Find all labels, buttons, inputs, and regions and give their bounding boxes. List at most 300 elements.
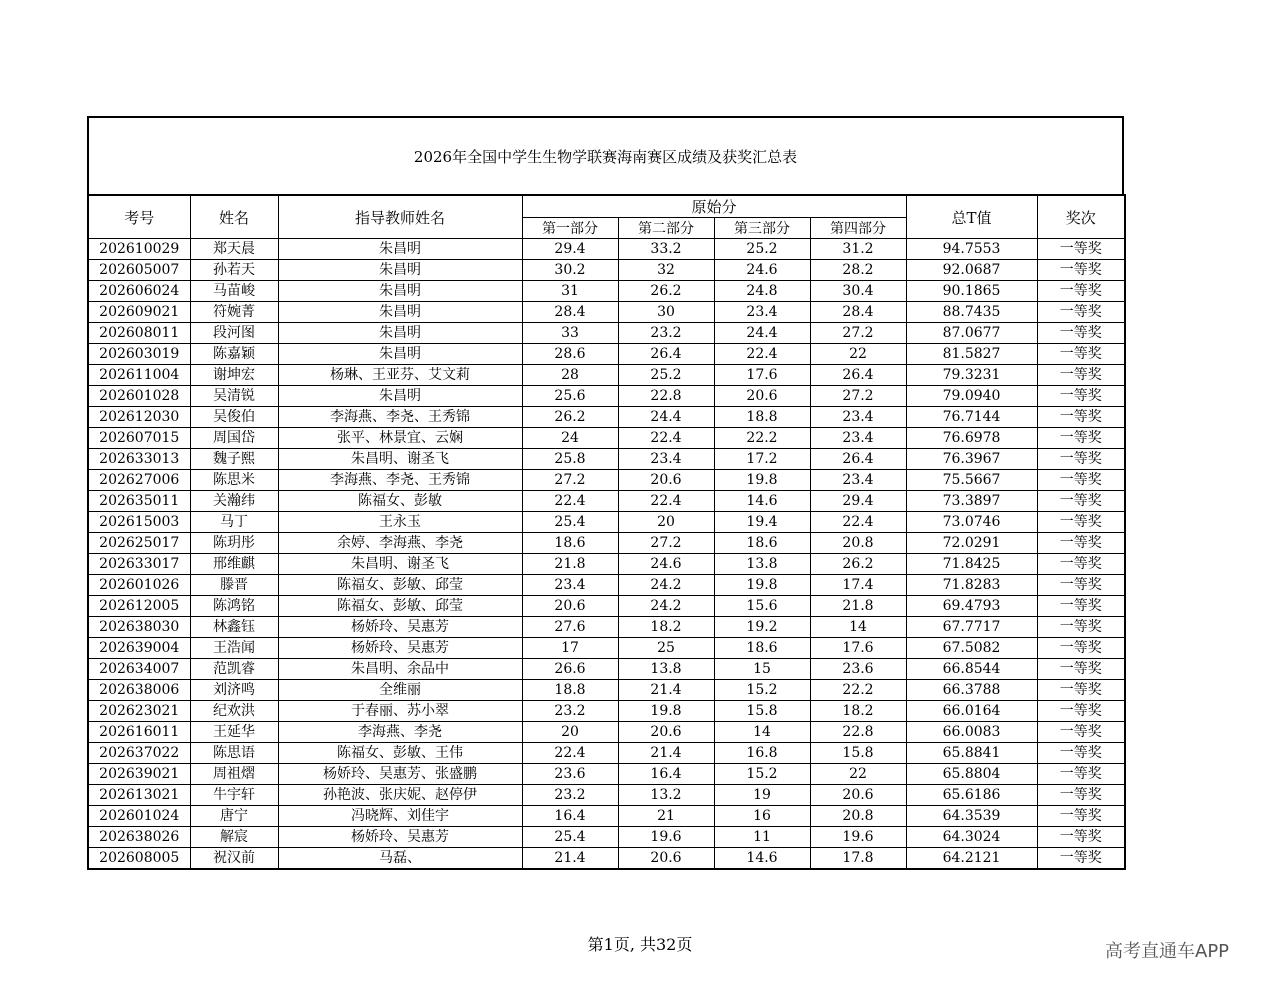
cell-student-name: 段河图 xyxy=(190,323,278,344)
cell-student-name: 马丁 xyxy=(190,512,278,533)
header-part4: 第四部分 xyxy=(810,218,906,239)
cell-total-t: 75.5667 xyxy=(906,470,1037,491)
cell-teacher: 张平、林景宜、云娴 xyxy=(278,428,522,449)
cell-part3: 22.2 xyxy=(714,428,810,449)
cell-part4: 26.4 xyxy=(810,449,906,470)
cell-total-t: 76.3967 xyxy=(906,449,1037,470)
table-row xyxy=(88,533,1125,554)
table-row xyxy=(88,764,1125,785)
cell-part2: 26.2 xyxy=(618,281,714,302)
cell-part2: 24.2 xyxy=(618,596,714,617)
table-row xyxy=(88,638,1125,659)
cell-total-t: 69.4793 xyxy=(906,596,1037,617)
cell-part2: 27.2 xyxy=(618,533,714,554)
cell-total-t: 79.0940 xyxy=(906,386,1037,407)
cell-student-name: 陈嘉颖 xyxy=(190,344,278,365)
cell-teacher: 朱昌明 xyxy=(278,386,522,407)
table-row xyxy=(88,743,1125,764)
cell-student-name: 陈玥彤 xyxy=(190,533,278,554)
table-row xyxy=(88,680,1125,701)
cell-part2: 25 xyxy=(618,638,714,659)
cell-student-name: 陈思语 xyxy=(190,743,278,764)
cell-part3: 18.6 xyxy=(714,533,810,554)
cell-award: 一等奖 xyxy=(1037,722,1125,743)
cell-teacher: 杨娇玲、吴惠芳、张盛鹏 xyxy=(278,764,522,785)
cell-teacher: 李海燕、李尧、王秀锦 xyxy=(278,407,522,428)
cell-award: 一等奖 xyxy=(1037,386,1125,407)
cell-part2: 24.2 xyxy=(618,575,714,596)
cell-part3: 19.4 xyxy=(714,512,810,533)
cell-part1: 18.6 xyxy=(522,533,618,554)
cell-student-name: 关瀚纬 xyxy=(190,491,278,512)
cell-part2: 22.8 xyxy=(618,386,714,407)
cell-part1: 25.6 xyxy=(522,386,618,407)
cell-award: 一等奖 xyxy=(1037,659,1125,680)
cell-student-name: 邢维麒 xyxy=(190,554,278,575)
cell-part2: 21.4 xyxy=(618,680,714,701)
cell-award: 一等奖 xyxy=(1037,554,1125,575)
cell-award: 一等奖 xyxy=(1037,806,1125,827)
cell-award: 一等奖 xyxy=(1037,491,1125,512)
cell-teacher: 陈福女、彭敏、邱莹 xyxy=(278,596,522,617)
cell-teacher: 杨娇玲、吴惠芳 xyxy=(278,827,522,848)
header-name: 姓名 xyxy=(190,195,278,239)
table-row xyxy=(88,785,1125,806)
cell-teacher: 朱昌明 xyxy=(278,344,522,365)
score-sheet xyxy=(87,116,1124,870)
cell-exam-no: 202633017 xyxy=(88,554,190,575)
cell-exam-no: 202611004 xyxy=(88,365,190,386)
cell-part1: 28 xyxy=(522,365,618,386)
table-row xyxy=(88,365,1125,386)
cell-student-name: 范凯睿 xyxy=(190,659,278,680)
cell-student-name: 纪欢洪 xyxy=(190,701,278,722)
cell-part2: 18.2 xyxy=(618,617,714,638)
cell-part4: 22 xyxy=(810,344,906,365)
cell-part3: 19.2 xyxy=(714,617,810,638)
cell-part2: 24.6 xyxy=(618,554,714,575)
cell-part4: 17.6 xyxy=(810,638,906,659)
cell-exam-no: 202638026 xyxy=(88,827,190,848)
cell-student-name: 郑天晨 xyxy=(190,239,278,260)
cell-award: 一等奖 xyxy=(1037,281,1125,302)
cell-part4: 28.4 xyxy=(810,302,906,323)
header-raw-score: 原始分 xyxy=(522,195,906,218)
cell-teacher: 杨琳、王亚芬、艾文莉 xyxy=(278,365,522,386)
cell-total-t: 65.8841 xyxy=(906,743,1037,764)
cell-exam-no: 202607015 xyxy=(88,428,190,449)
cell-part2: 25.2 xyxy=(618,365,714,386)
cell-student-name: 周祖熠 xyxy=(190,764,278,785)
cell-teacher: 马磊、 xyxy=(278,848,522,870)
cell-part3: 24.6 xyxy=(714,260,810,281)
cell-award: 一等奖 xyxy=(1037,323,1125,344)
cell-total-t: 67.7717 xyxy=(906,617,1037,638)
cell-award: 一等奖 xyxy=(1037,638,1125,659)
table-row xyxy=(88,260,1125,281)
cell-total-t: 76.6978 xyxy=(906,428,1037,449)
table-row xyxy=(88,470,1125,491)
cell-exam-no: 202601026 xyxy=(88,575,190,596)
cell-part4: 22.8 xyxy=(810,722,906,743)
cell-total-t: 73.0746 xyxy=(906,512,1037,533)
cell-total-t: 73.3897 xyxy=(906,491,1037,512)
cell-exam-no: 202639004 xyxy=(88,638,190,659)
header-award: 奖次 xyxy=(1037,195,1125,239)
cell-award: 一等奖 xyxy=(1037,680,1125,701)
table-row xyxy=(88,827,1125,848)
cell-part2: 19.6 xyxy=(618,827,714,848)
table-row xyxy=(88,344,1125,365)
cell-exam-no: 202637022 xyxy=(88,743,190,764)
cell-part3: 17.2 xyxy=(714,449,810,470)
cell-total-t: 65.6186 xyxy=(906,785,1037,806)
cell-part1: 27.6 xyxy=(522,617,618,638)
cell-part2: 13.2 xyxy=(618,785,714,806)
cell-exam-no: 202608005 xyxy=(88,848,190,870)
cell-exam-no: 202638006 xyxy=(88,680,190,701)
cell-exam-no: 202623021 xyxy=(88,701,190,722)
cell-award: 一等奖 xyxy=(1037,575,1125,596)
cell-total-t: 72.0291 xyxy=(906,533,1037,554)
cell-part1: 26.6 xyxy=(522,659,618,680)
cell-exam-no: 202633013 xyxy=(88,449,190,470)
cell-exam-no: 202610029 xyxy=(88,239,190,260)
cell-total-t: 79.3231 xyxy=(906,365,1037,386)
cell-part1: 27.2 xyxy=(522,470,618,491)
table-row xyxy=(88,722,1125,743)
cell-part3: 23.4 xyxy=(714,302,810,323)
cell-total-t: 66.8544 xyxy=(906,659,1037,680)
cell-part3: 15.8 xyxy=(714,701,810,722)
table-row xyxy=(88,323,1125,344)
cell-part4: 30.4 xyxy=(810,281,906,302)
cell-exam-no: 202638030 xyxy=(88,617,190,638)
cell-part4: 14 xyxy=(810,617,906,638)
table-row xyxy=(88,428,1125,449)
cell-teacher: 杨娇玲、吴惠芳 xyxy=(278,617,522,638)
cell-teacher: 冯晓辉、刘佳宇 xyxy=(278,806,522,827)
cell-part4: 18.2 xyxy=(810,701,906,722)
cell-student-name: 王延华 xyxy=(190,722,278,743)
cell-part4: 22 xyxy=(810,764,906,785)
cell-part1: 28.4 xyxy=(522,302,618,323)
cell-part4: 26.4 xyxy=(810,365,906,386)
cell-teacher: 李海燕、李尧 xyxy=(278,722,522,743)
cell-exam-no: 202639021 xyxy=(88,764,190,785)
cell-teacher: 朱昌明、谢圣飞 xyxy=(278,554,522,575)
cell-exam-no: 202613021 xyxy=(88,785,190,806)
cell-exam-no: 202603019 xyxy=(88,344,190,365)
header-total-t: 总T值 xyxy=(906,195,1037,239)
table-row xyxy=(88,449,1125,470)
cell-exam-no: 202601024 xyxy=(88,806,190,827)
cell-total-t: 71.8425 xyxy=(906,554,1037,575)
cell-part2: 16.4 xyxy=(618,764,714,785)
cell-part4: 20.8 xyxy=(810,806,906,827)
cell-part3: 19 xyxy=(714,785,810,806)
cell-part1: 33 xyxy=(522,323,618,344)
cell-student-name: 吴俊伯 xyxy=(190,407,278,428)
cell-total-t: 90.1865 xyxy=(906,281,1037,302)
cell-part2: 33.2 xyxy=(618,239,714,260)
cell-part1: 31 xyxy=(522,281,618,302)
cell-award: 一等奖 xyxy=(1037,428,1125,449)
cell-part4: 23.4 xyxy=(810,470,906,491)
cell-part2: 23.4 xyxy=(618,449,714,470)
cell-student-name: 牛宇轩 xyxy=(190,785,278,806)
cell-teacher: 陈福女、彭敏、邱莹 xyxy=(278,575,522,596)
cell-student-name: 马苗峻 xyxy=(190,281,278,302)
cell-part1: 23.2 xyxy=(522,701,618,722)
cell-student-name: 王浩闻 xyxy=(190,638,278,659)
cell-student-name: 祝汉前 xyxy=(190,848,278,870)
cell-teacher: 陈福女、彭敏 xyxy=(278,491,522,512)
cell-part1: 30.2 xyxy=(522,260,618,281)
watermark: 高考直通车APP xyxy=(1105,941,1230,962)
cell-award: 一等奖 xyxy=(1037,512,1125,533)
cell-exam-no: 202634007 xyxy=(88,659,190,680)
cell-award: 一等奖 xyxy=(1037,785,1125,806)
cell-award: 一等奖 xyxy=(1037,533,1125,554)
cell-student-name: 滕晋 xyxy=(190,575,278,596)
cell-part3: 25.2 xyxy=(714,239,810,260)
cell-award: 一等奖 xyxy=(1037,407,1125,428)
table-body xyxy=(88,239,1125,870)
cell-part1: 20.6 xyxy=(522,596,618,617)
cell-teacher: 朱昌明 xyxy=(278,302,522,323)
cell-part4: 21.8 xyxy=(810,596,906,617)
header-teacher: 指导教师姓名 xyxy=(278,195,522,239)
cell-part4: 23.4 xyxy=(810,407,906,428)
cell-award: 一等奖 xyxy=(1037,449,1125,470)
cell-part3: 15.2 xyxy=(714,764,810,785)
cell-part2: 26.4 xyxy=(618,344,714,365)
cell-teacher: 于春丽、苏小翠 xyxy=(278,701,522,722)
cell-total-t: 71.8283 xyxy=(906,575,1037,596)
cell-part1: 18.8 xyxy=(522,680,618,701)
header-part1: 第一部分 xyxy=(522,218,618,239)
cell-total-t: 92.0687 xyxy=(906,260,1037,281)
cell-teacher: 朱昌明 xyxy=(278,281,522,302)
header-exam-no: 考号 xyxy=(88,195,190,239)
cell-part3: 14 xyxy=(714,722,810,743)
cell-part2: 24.4 xyxy=(618,407,714,428)
cell-award: 一等奖 xyxy=(1037,848,1125,870)
cell-part2: 32 xyxy=(618,260,714,281)
table-row xyxy=(88,302,1125,323)
cell-part2: 13.8 xyxy=(618,659,714,680)
cell-part1: 24 xyxy=(522,428,618,449)
cell-exam-no: 202616011 xyxy=(88,722,190,743)
score-table xyxy=(87,194,1126,870)
cell-total-t: 66.3788 xyxy=(906,680,1037,701)
cell-total-t: 67.5082 xyxy=(906,638,1037,659)
cell-total-t: 81.5827 xyxy=(906,344,1037,365)
cell-teacher: 朱昌明、谢圣飞 xyxy=(278,449,522,470)
cell-part4: 17.4 xyxy=(810,575,906,596)
cell-part3: 14.6 xyxy=(714,491,810,512)
cell-part4: 29.4 xyxy=(810,491,906,512)
cell-student-name: 刘济鸣 xyxy=(190,680,278,701)
cell-part1: 25.4 xyxy=(522,827,618,848)
cell-part4: 27.2 xyxy=(810,386,906,407)
cell-part1: 17 xyxy=(522,638,618,659)
cell-student-name: 周国岱 xyxy=(190,428,278,449)
cell-teacher: 余婷、李海燕、李尧 xyxy=(278,533,522,554)
cell-part2: 23.2 xyxy=(618,323,714,344)
cell-part4: 20.6 xyxy=(810,785,906,806)
cell-student-name: 解宸 xyxy=(190,827,278,848)
cell-part3: 18.6 xyxy=(714,638,810,659)
cell-part3: 11 xyxy=(714,827,810,848)
table-row xyxy=(88,554,1125,575)
cell-award: 一等奖 xyxy=(1037,596,1125,617)
cell-student-name: 唐宁 xyxy=(190,806,278,827)
cell-part3: 18.8 xyxy=(714,407,810,428)
cell-part3: 16.8 xyxy=(714,743,810,764)
page-indicator: 第1页, 共32页 xyxy=(587,935,693,954)
cell-total-t: 64.3539 xyxy=(906,806,1037,827)
cell-part3: 19.8 xyxy=(714,575,810,596)
cell-award: 一等奖 xyxy=(1037,764,1125,785)
cell-part3: 16 xyxy=(714,806,810,827)
cell-award: 一等奖 xyxy=(1037,827,1125,848)
cell-part4: 23.4 xyxy=(810,428,906,449)
cell-student-name: 陈思米 xyxy=(190,470,278,491)
cell-part4: 27.2 xyxy=(810,323,906,344)
cell-part4: 22.4 xyxy=(810,512,906,533)
table-row xyxy=(88,491,1125,512)
cell-part4: 19.6 xyxy=(810,827,906,848)
cell-exam-no: 202609021 xyxy=(88,302,190,323)
cell-part1: 22.4 xyxy=(522,491,618,512)
cell-part2: 21.4 xyxy=(618,743,714,764)
cell-total-t: 64.2121 xyxy=(906,848,1037,870)
cell-award: 一等奖 xyxy=(1037,344,1125,365)
table-row xyxy=(88,617,1125,638)
cell-part3: 22.4 xyxy=(714,344,810,365)
cell-teacher: 李海燕、李尧、王秀锦 xyxy=(278,470,522,491)
cell-teacher: 陈福女、彭敏、王伟 xyxy=(278,743,522,764)
table-row xyxy=(88,281,1125,302)
cell-exam-no: 202625017 xyxy=(88,533,190,554)
table-row xyxy=(88,407,1125,428)
cell-award: 一等奖 xyxy=(1037,260,1125,281)
cell-part4: 22.2 xyxy=(810,680,906,701)
cell-student-name: 谢坤宏 xyxy=(190,365,278,386)
cell-total-t: 64.3024 xyxy=(906,827,1037,848)
cell-part1: 22.4 xyxy=(522,743,618,764)
cell-part1: 21.8 xyxy=(522,554,618,575)
cell-total-t: 87.0677 xyxy=(906,323,1037,344)
cell-part1: 21.4 xyxy=(522,848,618,870)
cell-part4: 17.8 xyxy=(810,848,906,870)
table-row xyxy=(88,575,1125,596)
cell-exam-no: 202627006 xyxy=(88,470,190,491)
cell-part1: 20 xyxy=(522,722,618,743)
table-row xyxy=(88,239,1125,260)
cell-exam-no: 202635011 xyxy=(88,491,190,512)
cell-teacher: 王永玉 xyxy=(278,512,522,533)
cell-part4: 20.8 xyxy=(810,533,906,554)
cell-part4: 15.8 xyxy=(810,743,906,764)
cell-total-t: 76.7144 xyxy=(906,407,1037,428)
table-row xyxy=(88,848,1125,870)
cell-student-name: 陈鸿铭 xyxy=(190,596,278,617)
table-row xyxy=(88,659,1125,680)
cell-teacher: 杨娇玲、吴惠芳 xyxy=(278,638,522,659)
cell-part1: 23.6 xyxy=(522,764,618,785)
cell-teacher: 朱昌明、余品中 xyxy=(278,659,522,680)
cell-student-name: 林鑫钰 xyxy=(190,617,278,638)
cell-total-t: 94.7553 xyxy=(906,239,1037,260)
cell-part1: 25.4 xyxy=(522,512,618,533)
cell-part3: 14.6 xyxy=(714,848,810,870)
cell-teacher: 全维丽 xyxy=(278,680,522,701)
cell-part2: 20 xyxy=(618,512,714,533)
cell-part4: 31.2 xyxy=(810,239,906,260)
cell-part2: 20.6 xyxy=(618,722,714,743)
cell-part1: 23.4 xyxy=(522,575,618,596)
cell-student-name: 孙若天 xyxy=(190,260,278,281)
cell-part4: 23.6 xyxy=(810,659,906,680)
cell-part3: 20.6 xyxy=(714,386,810,407)
cell-part2: 20.6 xyxy=(618,470,714,491)
cell-part3: 15.6 xyxy=(714,596,810,617)
table-row xyxy=(88,596,1125,617)
cell-exam-no: 202608011 xyxy=(88,323,190,344)
cell-part2: 20.6 xyxy=(618,848,714,870)
cell-award: 一等奖 xyxy=(1037,302,1125,323)
cell-part3: 15 xyxy=(714,659,810,680)
cell-part2: 22.4 xyxy=(618,491,714,512)
cell-part4: 26.2 xyxy=(810,554,906,575)
cell-part1: 25.8 xyxy=(522,449,618,470)
cell-total-t: 65.8804 xyxy=(906,764,1037,785)
cell-student-name: 魏子熙 xyxy=(190,449,278,470)
cell-award: 一等奖 xyxy=(1037,365,1125,386)
table-row xyxy=(88,701,1125,722)
table-row xyxy=(88,386,1125,407)
sheet-title: 2026年全国中学生生物学联赛海南赛区成绩及获奖汇总表 xyxy=(87,116,1124,194)
cell-part3: 24.8 xyxy=(714,281,810,302)
cell-award: 一等奖 xyxy=(1037,743,1125,764)
header-part3: 第三部分 xyxy=(714,218,810,239)
cell-teacher: 朱昌明 xyxy=(278,323,522,344)
cell-part3: 13.8 xyxy=(714,554,810,575)
cell-part1: 26.2 xyxy=(522,407,618,428)
cell-part3: 15.2 xyxy=(714,680,810,701)
cell-award: 一等奖 xyxy=(1037,617,1125,638)
cell-award: 一等奖 xyxy=(1037,701,1125,722)
cell-exam-no: 202606024 xyxy=(88,281,190,302)
cell-part2: 30 xyxy=(618,302,714,323)
cell-part1: 23.2 xyxy=(522,785,618,806)
cell-part3: 24.4 xyxy=(714,323,810,344)
cell-exam-no: 202612030 xyxy=(88,407,190,428)
cell-part1: 16.4 xyxy=(522,806,618,827)
cell-teacher: 朱昌明 xyxy=(278,239,522,260)
cell-student-name: 吴清锐 xyxy=(190,386,278,407)
cell-exam-no: 202601028 xyxy=(88,386,190,407)
cell-exam-no: 202612005 xyxy=(88,596,190,617)
cell-part4: 28.2 xyxy=(810,260,906,281)
cell-total-t: 66.0083 xyxy=(906,722,1037,743)
cell-part1: 29.4 xyxy=(522,239,618,260)
cell-part2: 21 xyxy=(618,806,714,827)
cell-award: 一等奖 xyxy=(1037,470,1125,491)
